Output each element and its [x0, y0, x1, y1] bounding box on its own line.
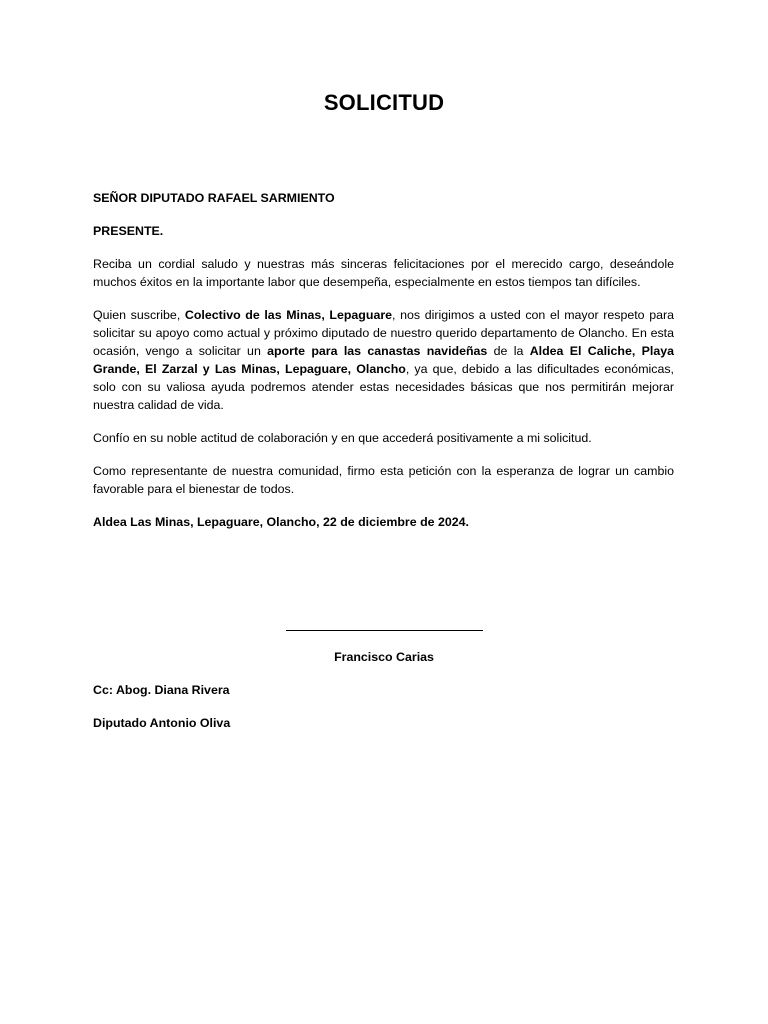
cc-line-2: Diputado Antonio Oliva [93, 716, 231, 730]
cc-block [93, 681, 674, 747]
collective-name: Colectivo de las Minas, Lepaguare [184, 308, 393, 322]
cc-line: Cc: Abog. Diana Rivera [93, 683, 230, 697]
request-paragraph [93, 306, 674, 414]
presente-line: PRESENTE. [93, 224, 164, 238]
trust-paragraph: Confío en su noble actitud de colaboración y en que accederá positivamente a mi solicitud. [93, 431, 592, 445]
letter-body [93, 189, 674, 546]
beneficiary-villages: Aldea El Caliche, Playa Grande, El Zarzal y Las Minas, Lepaguare, Olancho [93, 344, 674, 376]
request-text-4: , ya que, debido a las dificultades económicas, solo con su valiosa ayuda podremos atender estas necesidades básicas que nos permitirán mejorar nuestra calidad de vida. [93, 362, 674, 412]
addressee-line: SEÑOR DIPUTADO RAFAEL SARMIENTO [93, 191, 335, 205]
request-text-1: Quien suscribe, [93, 308, 185, 322]
representative-paragraph: Como representante de nuestra comunidad, firmo esta petición con la esperanza de lograr un cambio favorable para el bienestar de todos. [93, 464, 674, 496]
request-subject: aporte para las canastas navideñas [267, 344, 488, 358]
place-date-line: Aldea Las Minas, Lepaguare, Olancho, 22 de diciembre de 2024. [93, 515, 469, 529]
document-title: SOLICITUD [323, 90, 445, 115]
greeting-paragraph: Reciba un cordial saludo y nuestras más sinceras felicitaciones por el merecido cargo, deseándole muchos éxitos en la importante labor que desempeña, especialmente en estos tiempos tan difíciles. [93, 257, 674, 289]
signature-line [286, 612, 483, 631]
signature-block [0, 612, 768, 664]
signatory-name: Francisco Carias [334, 650, 434, 664]
request-text-2: , nos dirigimos a usted con el mayor respeto para solicitar su apoyo como actual y próximo diputado de nuestro querido departamento de Olancho. En esta ocasión, vengo a solicitar un [93, 308, 674, 358]
request-text-3: de la [487, 344, 530, 358]
